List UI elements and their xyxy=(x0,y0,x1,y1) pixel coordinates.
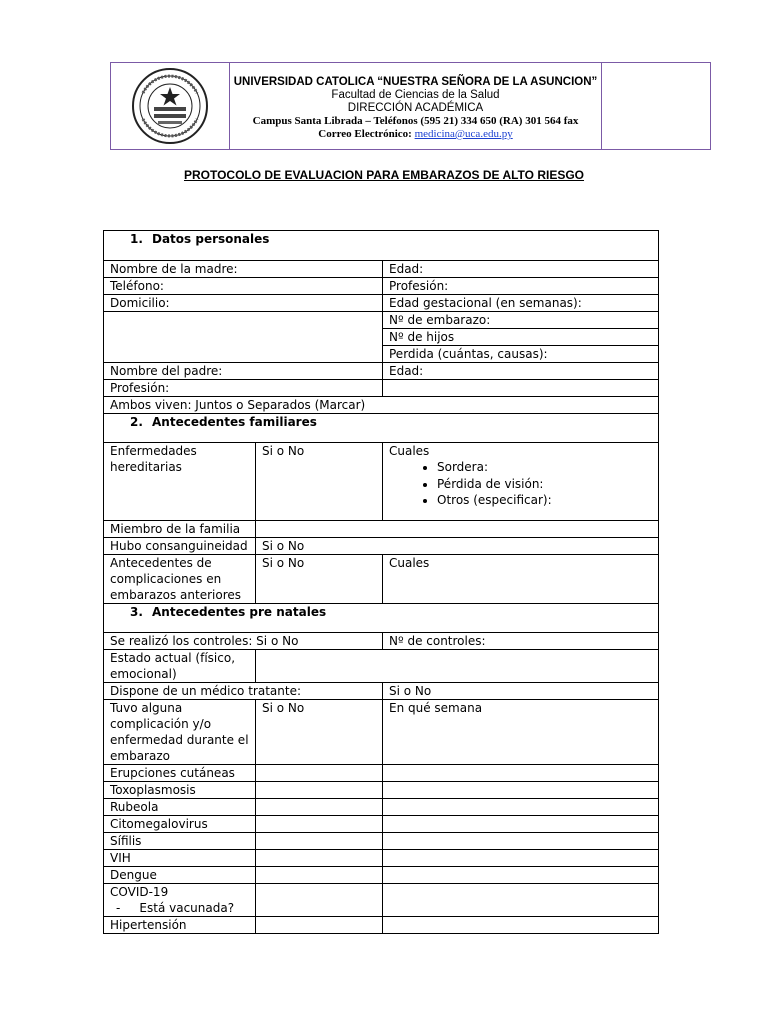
treating-doctor-yes-no[interactable]: Si o No xyxy=(383,683,659,700)
condition-cell[interactable] xyxy=(256,833,383,850)
father-age-field[interactable]: Edad: xyxy=(383,363,659,380)
address-field[interactable]: Domicilio: xyxy=(104,295,383,312)
condition-cell[interactable] xyxy=(383,765,659,782)
letterhead-text xyxy=(230,63,602,149)
condition-row-label: Rubeola xyxy=(104,799,256,816)
hereditary-diseases-label: Enfermedades hereditarias xyxy=(104,443,256,521)
pregnancy-number-field[interactable]: Nº de embarazo: xyxy=(383,312,659,329)
previous-complications-yes-no[interactable]: Si o No xyxy=(256,555,383,604)
email-link[interactable]: medicina@uca.edu.py xyxy=(414,128,513,140)
section-2-heading: 2. Antecedentes familiares xyxy=(104,414,659,443)
document-title: PROTOCOLO DE EVALUACION PARA EMBARAZOS DE ALTO RIESGO xyxy=(183,168,585,182)
condition-row-label: VIH xyxy=(104,850,256,867)
vaccinated-label: - Está vacunada? xyxy=(116,901,235,915)
condition-cell[interactable] xyxy=(383,867,659,884)
hereditary-which-cell[interactable] xyxy=(383,443,659,521)
mother-name-field[interactable]: Nombre de la madre: xyxy=(104,261,383,278)
consanguinity-label: Hubo consanguineidad xyxy=(104,538,256,555)
logo-cell xyxy=(111,63,230,149)
consanguinity-yes-no[interactable]: Si o No xyxy=(256,538,659,555)
university-seal-logo xyxy=(131,67,209,145)
condition-cell[interactable] xyxy=(256,782,383,799)
evaluation-form-table xyxy=(103,230,659,934)
condition-cell[interactable] xyxy=(256,867,383,884)
header-empty-cell xyxy=(602,63,710,149)
covid-label: COVID-19 xyxy=(110,885,169,899)
condition-row-label: Dengue xyxy=(104,867,256,884)
letterhead xyxy=(110,62,711,150)
father-profession-field[interactable]: Profesión: xyxy=(104,380,383,397)
email-line xyxy=(230,128,601,141)
covid-label-cell xyxy=(104,884,256,917)
controls-count-field[interactable]: Nº de controles: xyxy=(383,633,659,650)
treating-doctor-label: Dispone de un médico tratante: xyxy=(104,683,383,700)
section-1-heading: 1. Datos personales xyxy=(104,231,659,261)
pregnancy-complication-label: Tuvo alguna complicación y/o enfermedad durante el embarazo xyxy=(104,700,256,765)
father-name-field[interactable]: Nombre del padre: xyxy=(104,363,383,380)
pregnancy-complication-week[interactable]: En qué semana xyxy=(383,700,659,765)
vision-loss-item[interactable]: • Pérdida de visión: xyxy=(437,476,652,493)
current-state-label: Estado actual (físico, emocional) xyxy=(104,650,256,683)
section-3-heading: 3. Antecedentes pre natales xyxy=(104,604,659,633)
condition-cell[interactable] xyxy=(256,850,383,867)
condition-row-label: Citomegalovirus xyxy=(104,816,256,833)
hypertension-cell[interactable] xyxy=(383,917,659,934)
hereditary-yes-no[interactable]: Si o No xyxy=(256,443,383,521)
previous-complications-label: Antecedentes de complicaciones en embarazos anteriores xyxy=(104,555,256,604)
condition-row-label: Sífilis xyxy=(104,833,256,850)
hypertension-label: Hipertensión xyxy=(104,917,256,934)
previous-complications-which[interactable]: Cuales xyxy=(383,555,659,604)
hereditary-which-label: Cuales xyxy=(389,444,430,458)
university-name: UNIVERSIDAD CATOLICA “NUESTRA SEÑORA DE LA ASUNCION” xyxy=(233,76,598,88)
gestational-age-field[interactable]: Edad gestacional (en semanas): xyxy=(383,295,659,312)
family-member-label: Miembro de la familia xyxy=(104,521,256,538)
losses-field[interactable]: Perdida (cuántas, causas): xyxy=(383,346,659,363)
condition-row-label: Erupciones cutáneas xyxy=(104,765,256,782)
email-label: Correo Electrónico: xyxy=(318,128,412,140)
mother-age-field[interactable]: Edad: xyxy=(383,261,659,278)
condition-cell[interactable] xyxy=(256,765,383,782)
covid-cell[interactable] xyxy=(256,884,383,917)
condition-cell[interactable] xyxy=(383,816,659,833)
condition-cell[interactable] xyxy=(256,816,383,833)
condition-row-label: Toxoplasmosis xyxy=(104,782,256,799)
direction-name: DIRECCIÓN ACADÉMICA xyxy=(347,102,484,114)
hereditary-list xyxy=(389,459,652,509)
hypertension-cell[interactable] xyxy=(256,917,383,934)
condition-cell[interactable] xyxy=(383,782,659,799)
campus-contact: Campus Santa Librada – Teléfonos (595 21) 334 650 (RA) 301 564 fax xyxy=(252,115,579,127)
phone-field[interactable]: Teléfono: xyxy=(104,278,383,295)
condition-cell[interactable] xyxy=(383,799,659,816)
condition-cell[interactable] xyxy=(256,799,383,816)
condition-cell[interactable] xyxy=(383,850,659,867)
pregnancy-complication-yes-no[interactable]: Si o No xyxy=(256,700,383,765)
family-member-field[interactable] xyxy=(256,521,659,538)
prenatal-controls-field[interactable]: Se realizó los controles: Si o No xyxy=(104,633,383,650)
faculty-name: Facultad de Ciencias de la Salud xyxy=(331,89,500,101)
address-blank[interactable] xyxy=(104,312,383,363)
other-item[interactable]: • Otros (especificar): xyxy=(437,492,652,509)
living-together-field[interactable]: Ambos viven: Juntos o Separados (Marcar) xyxy=(104,397,659,414)
condition-cell[interactable] xyxy=(383,833,659,850)
children-number-field[interactable]: Nº de hijos xyxy=(383,329,659,346)
profession-field[interactable]: Profesión: xyxy=(383,278,659,295)
deafness-item[interactable]: • Sordera: xyxy=(437,459,652,476)
covid-cell[interactable] xyxy=(383,884,659,917)
father-profession-blank[interactable] xyxy=(383,380,659,397)
current-state-field[interactable] xyxy=(256,650,659,683)
